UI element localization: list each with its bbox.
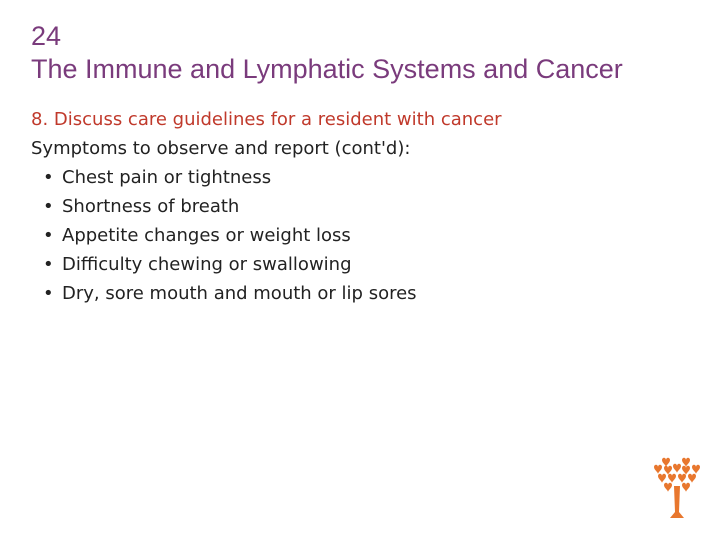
list-item-text: Dry, sore mouth and mouth or lip sores bbox=[62, 283, 417, 304]
chapter-number: 24 bbox=[31, 21, 62, 51]
section-subheading: 8. Discuss care guidelines for a resident with cancer bbox=[31, 109, 502, 130]
list-item bbox=[31, 163, 671, 192]
list-item-text: Difficulty chewing or swallowing bbox=[62, 254, 352, 275]
list-item-text: Shortness of breath bbox=[62, 196, 240, 217]
list-item-text: Chest pain or tightness bbox=[62, 167, 272, 188]
list-item bbox=[31, 221, 671, 250]
bullet-icon: • bbox=[43, 225, 54, 246]
bullet-icon: • bbox=[43, 283, 54, 304]
bullet-icon: • bbox=[43, 254, 54, 275]
symptom-list bbox=[31, 163, 671, 308]
list-item bbox=[31, 192, 671, 221]
list-item bbox=[31, 279, 671, 308]
bullet-icon: • bbox=[43, 196, 54, 217]
slide-title bbox=[31, 20, 623, 86]
chapter-title: The Immune and Lymphatic Systems and Cancer bbox=[31, 54, 623, 84]
hartman-logo bbox=[640, 452, 714, 534]
bullet-icon: • bbox=[43, 167, 54, 188]
list-item-text: Appetite changes or weight loss bbox=[62, 225, 351, 246]
list-item bbox=[31, 250, 671, 279]
intro-text: Symptoms to observe and report (cont'd): bbox=[31, 138, 411, 159]
heart-tree-icon bbox=[654, 458, 700, 518]
slide-body bbox=[31, 105, 671, 308]
